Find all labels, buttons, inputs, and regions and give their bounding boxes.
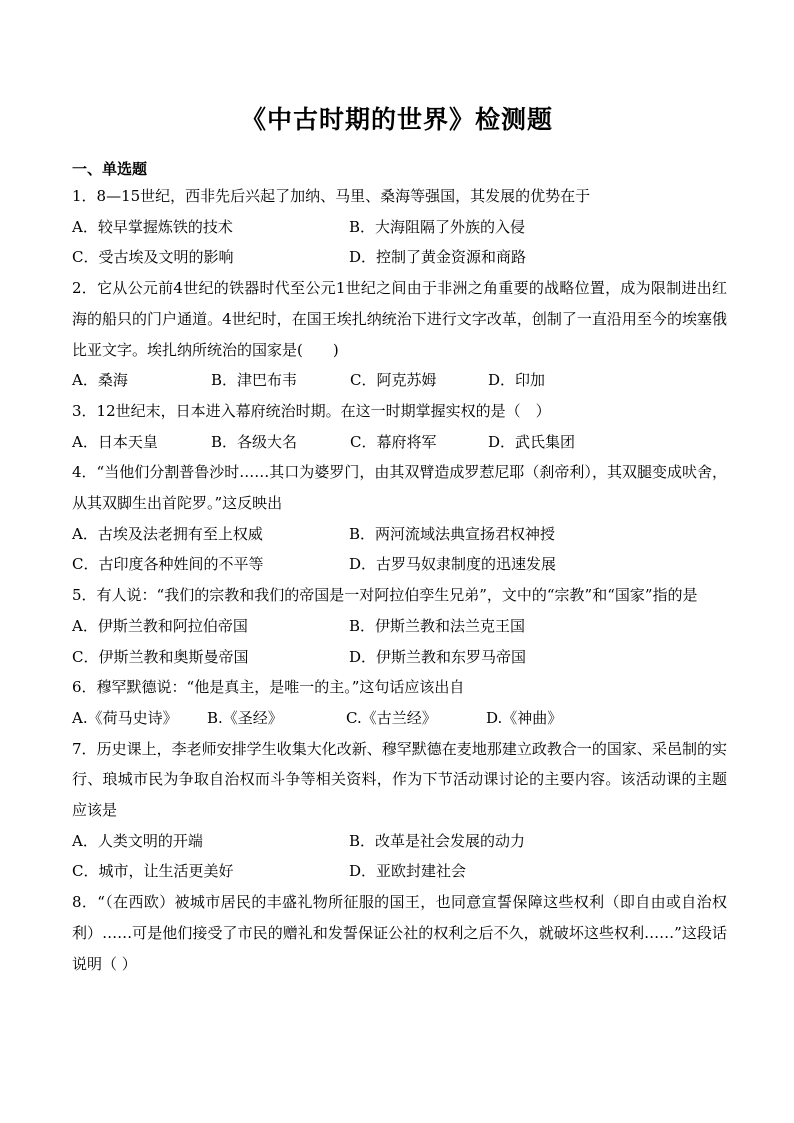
option-a: A．古埃及法老拥有至上权威 <box>72 524 263 543</box>
question-7-options <box>72 826 727 887</box>
question-2: 2．它从公元前4世纪的铁器时代至公元1世纪之间由于非洲之角重要的战略位置，成为限制进出红海的船只的门户通道。4世纪时，在国王埃扎纳统治下进行文字改革，创制了一直沿用至今的埃塞俄比亚文字。埃扎纳所统治的国家是( ) <box>72 279 727 359</box>
question-6-options <box>72 703 727 734</box>
option-b: B．改革是社会发展的动力 <box>349 831 526 850</box>
question-2-options <box>72 365 727 396</box>
question-6: 6．穆罕默德说：“他是真主，是唯一的主。”这句话应该出自 <box>72 678 465 697</box>
option-a: A．桑海 <box>72 371 128 390</box>
option-b: B．津巴布韦 <box>211 371 298 390</box>
option-d: D．古罗马奴隶制度的迅速发展 <box>349 555 557 574</box>
option-a: A．日本天皇 <box>72 432 158 451</box>
question-1: 1．8—15世纪，西非先后兴起了加纳、马里、桑海等强国，其发展的优势在于 <box>72 187 591 205</box>
option-d: D.《神曲》 <box>486 708 563 727</box>
option-c: C．古印度各种姓间的不平等 <box>72 555 264 574</box>
section-heading: 一、单选题 <box>72 160 148 178</box>
option-b: B．大海阻隔了外族的入侵 <box>349 217 526 236</box>
document-title: 《中古时期的世界》检测题 <box>240 105 553 134</box>
question-3-options <box>72 427 727 458</box>
option-c: C.《古兰经》 <box>346 708 437 727</box>
option-b: B．伊斯兰教和法兰克王国 <box>349 616 526 635</box>
option-d: D．亚欧封建社会 <box>349 862 467 881</box>
question-list <box>72 181 727 979</box>
option-a: A．较早掌握炼铁的技术 <box>72 217 233 236</box>
question-1-options <box>72 212 727 273</box>
option-c: C．受古埃及文明的影响 <box>72 248 234 267</box>
option-b: B.《圣经》 <box>207 708 283 727</box>
option-c: C．伊斯兰教和奥斯曼帝国 <box>72 647 249 666</box>
question-5-options <box>72 611 727 672</box>
question-4: 4．“当他们分割普鲁沙时……其口为婆罗门，由其双臂造成罗惹尼耶（刹帝利），其双腿变成吠舍，从其双脚生出首陀罗。”这反映出 <box>72 463 727 513</box>
option-d: D．武氏集团 <box>488 432 576 451</box>
option-c: C．城市，让生活更美好 <box>72 862 234 881</box>
option-b: B．各级大名 <box>211 432 298 451</box>
option-c: C．阿克苏姆 <box>350 371 437 390</box>
option-b: B．两河流域法典宣扬君权神授 <box>349 524 556 543</box>
option-c: C．幕府将军 <box>350 432 437 451</box>
question-4-options <box>72 519 727 580</box>
option-a: A．伊斯兰教和阿拉伯帝国 <box>72 616 248 635</box>
option-a: A.《荷马史诗》 <box>72 708 178 727</box>
option-d: D．控制了黄金资源和商路 <box>349 248 527 267</box>
question-8: 8．“（在西欧）被城市居民的丰盛礼物所征服的国王，也同意宣誓保障这些权利（即自由或自治权利）……可是他们接受了市民的赠礼和发誓保证公社的权利之后不久，就破坏这些权利……”这段话说明（ ） <box>72 893 727 973</box>
option-a: A．人类文明的开端 <box>72 831 203 850</box>
option-d: D．印加 <box>488 371 546 390</box>
question-5: 5．有人说：“我们的宗教和我们的帝国是一对阿拉伯孪生兄弟”，文中的“宗教”和“国家”指的是 <box>72 586 698 605</box>
question-3: 3．12世纪末，日本进入幕府统治时期。在这一时期掌握实权的是（ ） <box>72 401 551 420</box>
option-d: D．伊斯兰教和东罗马帝国 <box>349 647 527 666</box>
question-7: 7．历史课上，李老师安排学生收集大化改新、穆罕默德在麦地那建立政教合一的国家、采邑制的实行、琅城市民为争取自治权而斗争等相关资料，作为下节活动课讨论的主要内容。该活动课的主题应该是 <box>72 739 727 820</box>
